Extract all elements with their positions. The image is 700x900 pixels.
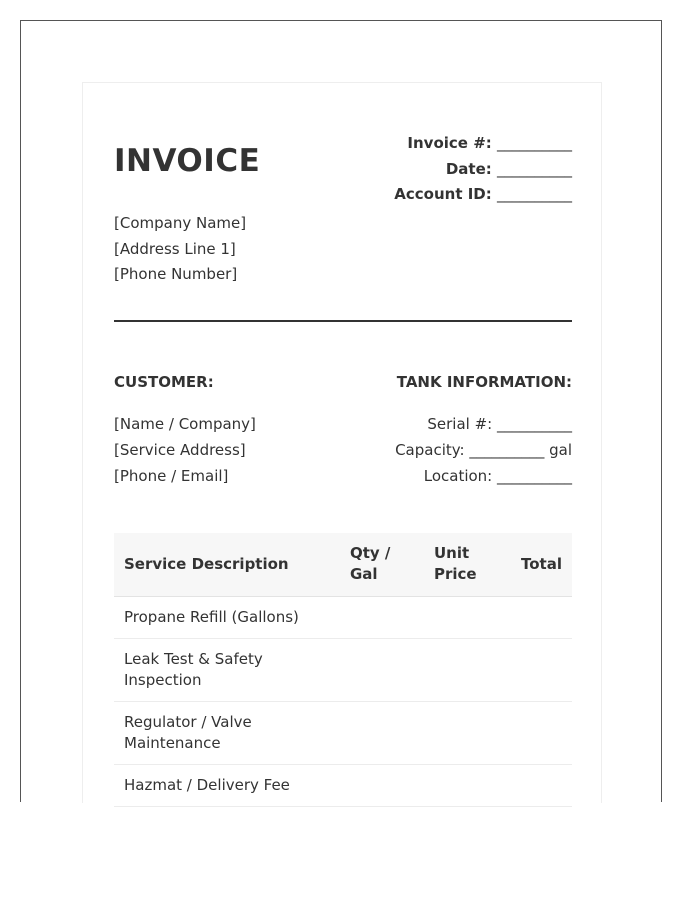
header-price	[424, 533, 508, 596]
row-total	[508, 596, 572, 638]
invoice-number-blank: __________	[497, 134, 572, 152]
services-table	[114, 533, 572, 807]
row-qty	[340, 701, 424, 764]
row-total	[508, 701, 572, 764]
customer-contact: [Phone / Email]	[114, 467, 229, 485]
company-address: [Address Line 1]	[114, 239, 236, 258]
customer-info	[114, 411, 256, 489]
row-total	[508, 638, 572, 701]
row-qty	[340, 764, 424, 806]
table-row	[114, 596, 572, 638]
company-name: [Company Name]	[114, 214, 247, 232]
header-qty	[340, 533, 424, 596]
company-phone: [Phone Number]	[114, 265, 238, 283]
tank-info	[395, 411, 572, 489]
customer-name: [Name / Company]	[114, 415, 256, 433]
table-row	[114, 638, 572, 701]
account-id-blank: __________	[497, 185, 572, 203]
row-qty	[340, 596, 424, 638]
row-description: Regulator / Valve Maintenance	[114, 701, 340, 764]
table-header-row	[114, 533, 572, 596]
table-row	[114, 764, 572, 806]
tank-capacity: Capacity: __________ gal	[395, 441, 572, 459]
header-price-line2: Price	[434, 565, 477, 584]
row-price	[424, 701, 508, 764]
customer-heading: CUSTOMER:	[114, 373, 214, 391]
row-price	[424, 638, 508, 701]
invoice-meta	[394, 133, 572, 210]
row-qty	[340, 638, 424, 701]
row-description: Leak Test & Safety Inspection	[114, 638, 340, 701]
invoice-number-row	[394, 133, 572, 159]
page-frame	[20, 20, 662, 802]
header-divider	[114, 320, 572, 322]
company-info	[114, 211, 246, 288]
date-label: Date:	[445, 159, 492, 178]
header-price-line1: Unit	[434, 544, 470, 563]
row-description: Hazmat / Delivery Fee	[114, 764, 340, 806]
date-blank: __________	[497, 159, 572, 178]
row-price	[424, 596, 508, 638]
tank-location: Location: __________	[423, 467, 572, 485]
header-total: Total	[508, 533, 572, 596]
account-id-label: Account ID:	[394, 185, 492, 203]
customer-address: [Service Address]	[114, 441, 246, 459]
row-description: Propane Refill (Gallons)	[114, 596, 340, 638]
tank-serial: Serial #: __________	[427, 415, 572, 433]
tank-heading: TANK INFORMATION:	[396, 373, 572, 391]
invoice-number-label: Invoice #:	[407, 134, 492, 152]
header-qty-line1: Qty /	[350, 544, 391, 563]
invoice-title: INVOICE	[114, 143, 261, 179]
table-row	[114, 701, 572, 764]
header-qty-line2: Gal	[350, 565, 378, 584]
row-price	[424, 764, 508, 806]
date-row	[394, 159, 572, 185]
account-id-row	[394, 184, 572, 210]
invoice-sheet	[82, 82, 602, 803]
header-description: Service Description	[114, 533, 340, 596]
row-total	[508, 764, 572, 806]
